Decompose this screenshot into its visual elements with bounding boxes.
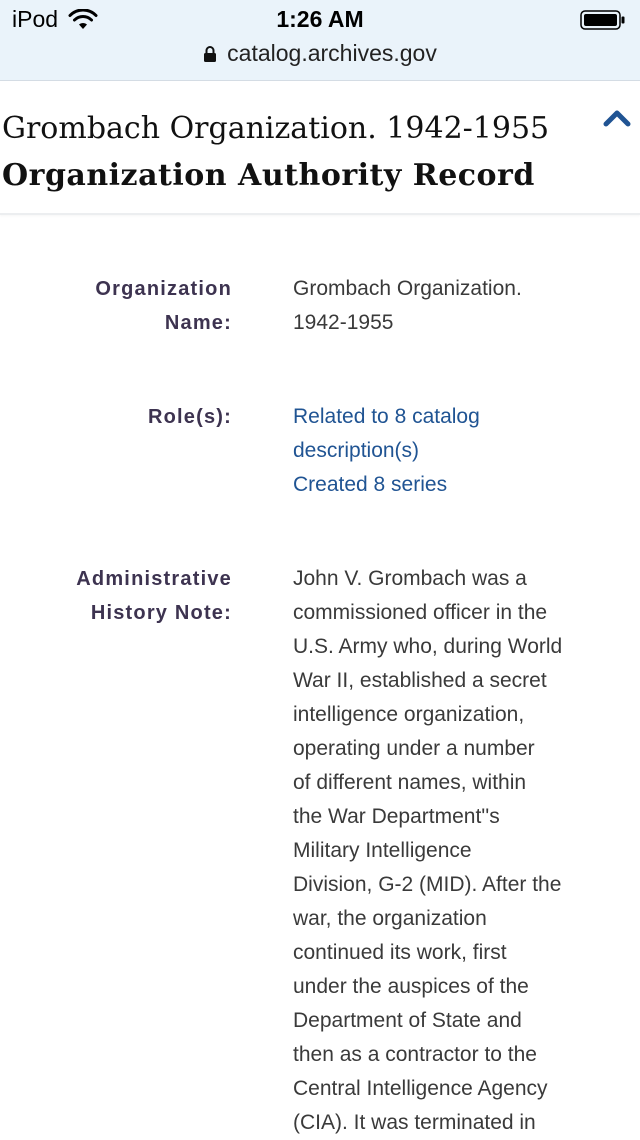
status-time: 1:26 AM	[276, 6, 364, 32]
related-descriptions-link[interactable]: Related to 8 catalog description(s)	[293, 405, 480, 462]
lock-icon	[203, 45, 217, 63]
url-text: catalog.archives.gov	[227, 40, 437, 66]
field-value: Grombach Organization. 1942-1955	[293, 277, 522, 334]
created-series-link[interactable]: Created 8 series	[293, 473, 448, 496]
chevron-up-icon[interactable]	[602, 107, 632, 129]
address-bar[interactable]	[0, 40, 640, 67]
record-header	[0, 81, 640, 215]
field-label: Organization Name:	[95, 278, 232, 334]
page-title	[2, 105, 582, 199]
field-value: John V. Grombach was a commissioned officer in the U.S. Army who, during World War II, established a secret intelligence organization, operating under a number of different names, within the War Department''s Military Intelligence Division, G-2 (MID). After the war, the organization continued its work, first under the auspices of the Department of State and then as a contractor to the Central Intelligence Agency (CIA). It was terminated in	[293, 567, 563, 1134]
field-label: Role(s):	[147, 406, 232, 428]
field-label: Administrative History Note:	[76, 568, 232, 624]
battery-icon	[580, 10, 626, 30]
title-line-1: Grombach Organization. 1942-1955	[2, 111, 550, 146]
device-name: iPod	[12, 6, 59, 32]
field-value	[293, 400, 593, 502]
title-line-2: Organization Authority Record	[2, 158, 535, 193]
browser-top-bar	[0, 0, 640, 81]
